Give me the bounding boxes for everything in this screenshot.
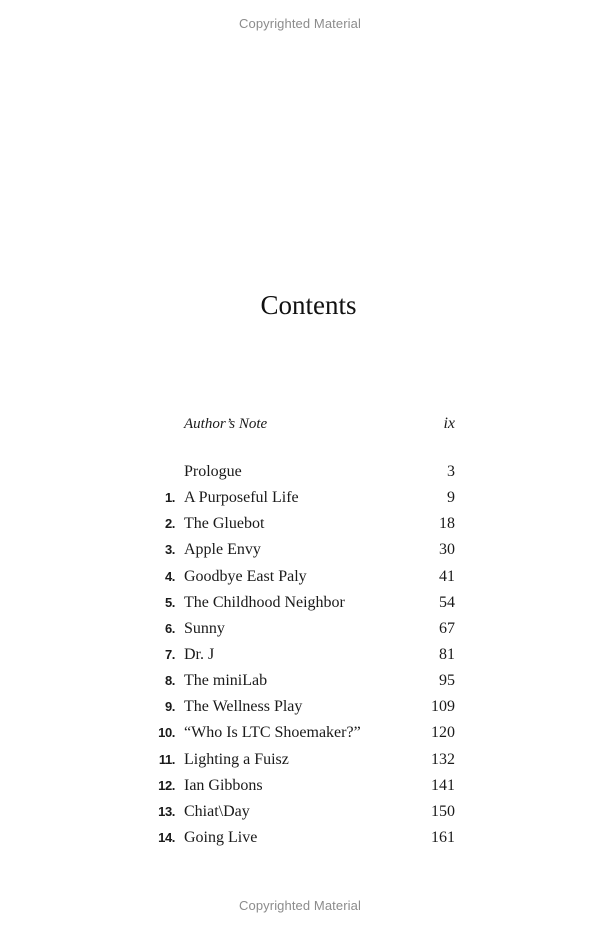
toc-entry-chapter-11[interactable] (0, 749, 600, 771)
toc-entry-chapter-13[interactable] (0, 801, 600, 823)
chapter-number: 9. (164, 699, 175, 714)
chapter-number: 1. (164, 490, 175, 505)
toc-entry-chapter-2[interactable] (0, 513, 600, 535)
chapter-title: The Gluebot (184, 515, 265, 532)
chapter-number: 10. (158, 725, 175, 740)
chapter-number: 11. (158, 752, 175, 767)
toc-entry-prologue[interactable] (0, 461, 600, 483)
page-number: 18 (439, 515, 455, 532)
toc-entry-chapter-3[interactable] (0, 539, 600, 561)
chapter-title: Author’s Note (184, 416, 268, 432)
chapter-title: A Purposeful Life (184, 489, 299, 506)
chapter-title: Apple Envy (184, 541, 261, 558)
chapter-title: Chiat\Day (184, 803, 250, 820)
chapter-number: 14. (158, 830, 175, 845)
copyright-watermark-bottom: Copyrighted Material (239, 898, 361, 913)
toc-entry-chapter-1[interactable] (0, 487, 600, 509)
page-number: ix (443, 415, 455, 432)
page-number: 81 (439, 646, 455, 663)
chapter-title: Ian Gibbons (184, 777, 263, 794)
page-title: Contents (260, 290, 357, 320)
chapter-title: Prologue (184, 463, 242, 480)
toc-entry-chapter-4[interactable] (0, 566, 600, 588)
copyright-watermark-top: Copyrighted Material (239, 16, 361, 31)
chapter-number: 3. (164, 542, 175, 557)
chapter-number: 5. (164, 595, 175, 610)
chapter-title: The miniLab (184, 672, 268, 689)
page-number: 120 (431, 724, 455, 741)
page-number: 141 (431, 777, 455, 794)
page-number: 9 (447, 489, 455, 506)
chapter-number: 12. (158, 778, 175, 793)
page-number: 54 (439, 594, 455, 611)
chapter-title: Dr. J (184, 646, 215, 663)
chapter-number: 7. (164, 647, 175, 662)
toc-entry-chapter-9[interactable] (0, 696, 600, 718)
toc-entry-chapter-14[interactable] (0, 827, 600, 849)
toc-entry-chapter-12[interactable] (0, 775, 600, 797)
chapter-title: “Who Is LTC Shoemaker?” (184, 724, 361, 741)
page-number: 30 (439, 541, 455, 558)
chapter-number: 6. (164, 621, 175, 636)
page-number: 132 (431, 751, 455, 768)
page-number: 67 (439, 620, 455, 637)
chapter-title: The Wellness Play (184, 698, 303, 715)
page-number: 150 (431, 803, 455, 820)
chapter-number: 2. (164, 516, 175, 531)
chapter-title: Goodbye East Paly (184, 568, 307, 585)
chapter-title: The Childhood Neighbor (184, 594, 345, 611)
chapter-number: 8. (164, 673, 175, 688)
chapter-number: 4. (164, 569, 175, 584)
chapter-number: 13. (158, 804, 175, 819)
page-number: 3 (447, 463, 455, 480)
chapter-title: Lighting a Fuisz (184, 751, 289, 768)
toc-entry-chapter-5[interactable] (0, 592, 600, 614)
page-number: 41 (439, 568, 455, 585)
chapter-title: Going Live (184, 829, 258, 846)
toc-entry-chapter-10[interactable] (0, 722, 600, 744)
page-number: 161 (431, 829, 455, 846)
page-number: 109 (431, 698, 455, 715)
chapter-title: Sunny (184, 620, 225, 637)
toc-entry-chapter-6[interactable] (0, 618, 600, 640)
toc-entry-chapter-8[interactable] (0, 670, 600, 692)
toc-entry-chapter-7[interactable] (0, 644, 600, 666)
page-number: 95 (439, 672, 455, 689)
toc-entry-authors-note[interactable] (0, 413, 600, 435)
